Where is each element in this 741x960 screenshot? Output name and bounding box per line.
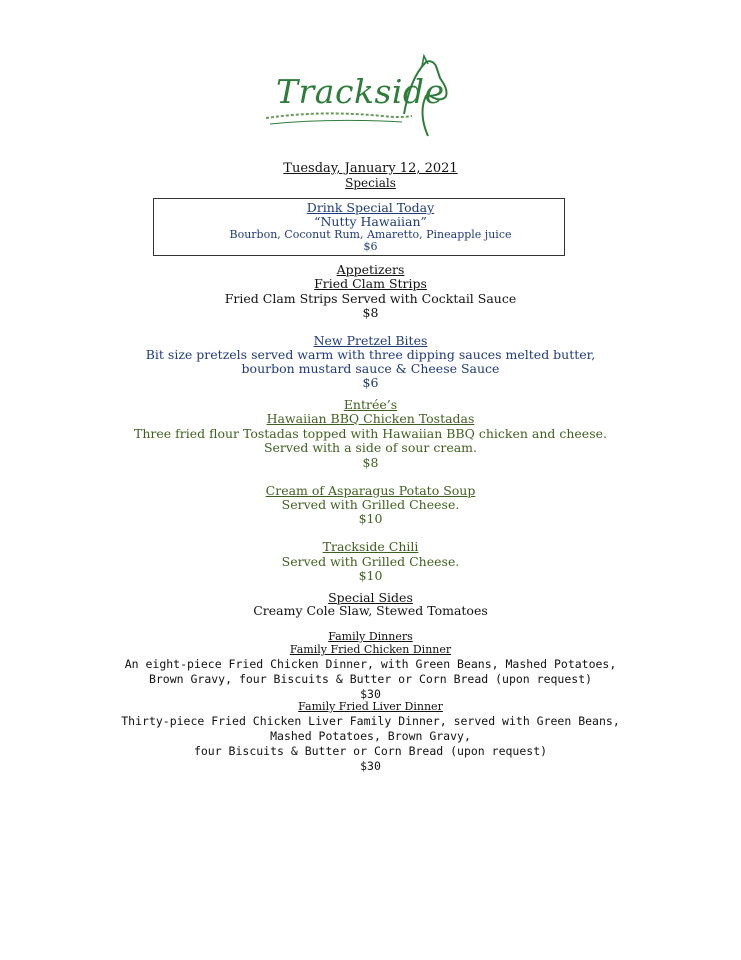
menu-item-price: $10 xyxy=(358,568,383,583)
menu-item-price: $6 xyxy=(362,375,379,390)
drink-special-ingredients: Bourbon, Coconut Rum, Amaretto, Pineapple juice xyxy=(229,228,512,241)
menu-item-description: Three fried flour Tostadas topped with Hawaiian BBQ chicken and cheese. xyxy=(134,426,607,441)
menu-item-name: Hawaiian BBQ Chicken Tostadas xyxy=(266,411,475,426)
menu-item-description: four Biscuits & Butter or Corn Bread (upon request) xyxy=(193,744,548,758)
menu-item-price: $8 xyxy=(362,305,379,320)
menu-item-description: An eight-piece Fried Chicken Dinner, with Green Beans, Mashed Potatoes, xyxy=(124,657,617,671)
menu-item-description: Brown Gravy, four Biscuits & Butter or Corn Bread (upon request) xyxy=(148,672,593,686)
drink-special-price: $6 xyxy=(363,240,378,253)
menu-item-description: Served with Grilled Cheese. xyxy=(281,497,460,512)
sides-text: Creamy Cole Slaw, Stewed Tomatoes xyxy=(253,603,488,618)
drink-special-heading: Drink Special Today xyxy=(306,200,435,215)
menu-item-name: Trackside Chili xyxy=(322,539,419,554)
menu-item-description: Served with a side of sour cream. xyxy=(263,440,478,455)
menu-item-description: Bit size pretzels served warm with three dipping sauces melted butter, xyxy=(145,347,596,362)
logo-text: Trackside xyxy=(276,72,445,111)
appetizers-heading: Appetizers xyxy=(336,262,405,277)
menu-item-name: New Pretzel Bites xyxy=(313,333,428,348)
menu-item-price: $8 xyxy=(362,455,379,470)
menu-item-price: $30 xyxy=(360,687,381,701)
drink-special-name: “Nutty Hawaiian” xyxy=(314,214,427,229)
menu-item-description: Mashed Potatoes, Brown Gravy, xyxy=(270,729,471,743)
menu-subtitle: Specials xyxy=(345,176,396,190)
menu-item-description: bourbon mustard sauce & Cheese Sauce xyxy=(241,361,500,376)
menu-item-price: $10 xyxy=(358,511,383,526)
menu-item-description: Thirty-piece Fried Chicken Liver Family Dinner, served with Green Beans, xyxy=(121,714,620,728)
menu-item-name: Cream of Asparagus Potato Soup xyxy=(265,483,476,498)
sides-heading: Special Sides xyxy=(328,590,413,605)
menu-item-description: Served with Grilled Cheese. xyxy=(281,554,460,569)
menu-item-name: Family Fried Liver Dinner xyxy=(298,700,443,713)
menu-item-price: $30 xyxy=(360,759,381,773)
menu-item-name: Fried Clam Strips xyxy=(314,276,427,291)
entrees-heading: Entrée’s xyxy=(343,397,398,412)
menu-item-name: Family Fried Chicken Dinner xyxy=(289,643,452,656)
trackside-logo xyxy=(262,52,452,148)
menu-item-description: Fried Clam Strips Served with Cocktail Sauce xyxy=(224,291,517,306)
family-heading: Family Dinners xyxy=(328,630,413,643)
menu-date: Tuesday, January 12, 2021 xyxy=(283,161,458,176)
